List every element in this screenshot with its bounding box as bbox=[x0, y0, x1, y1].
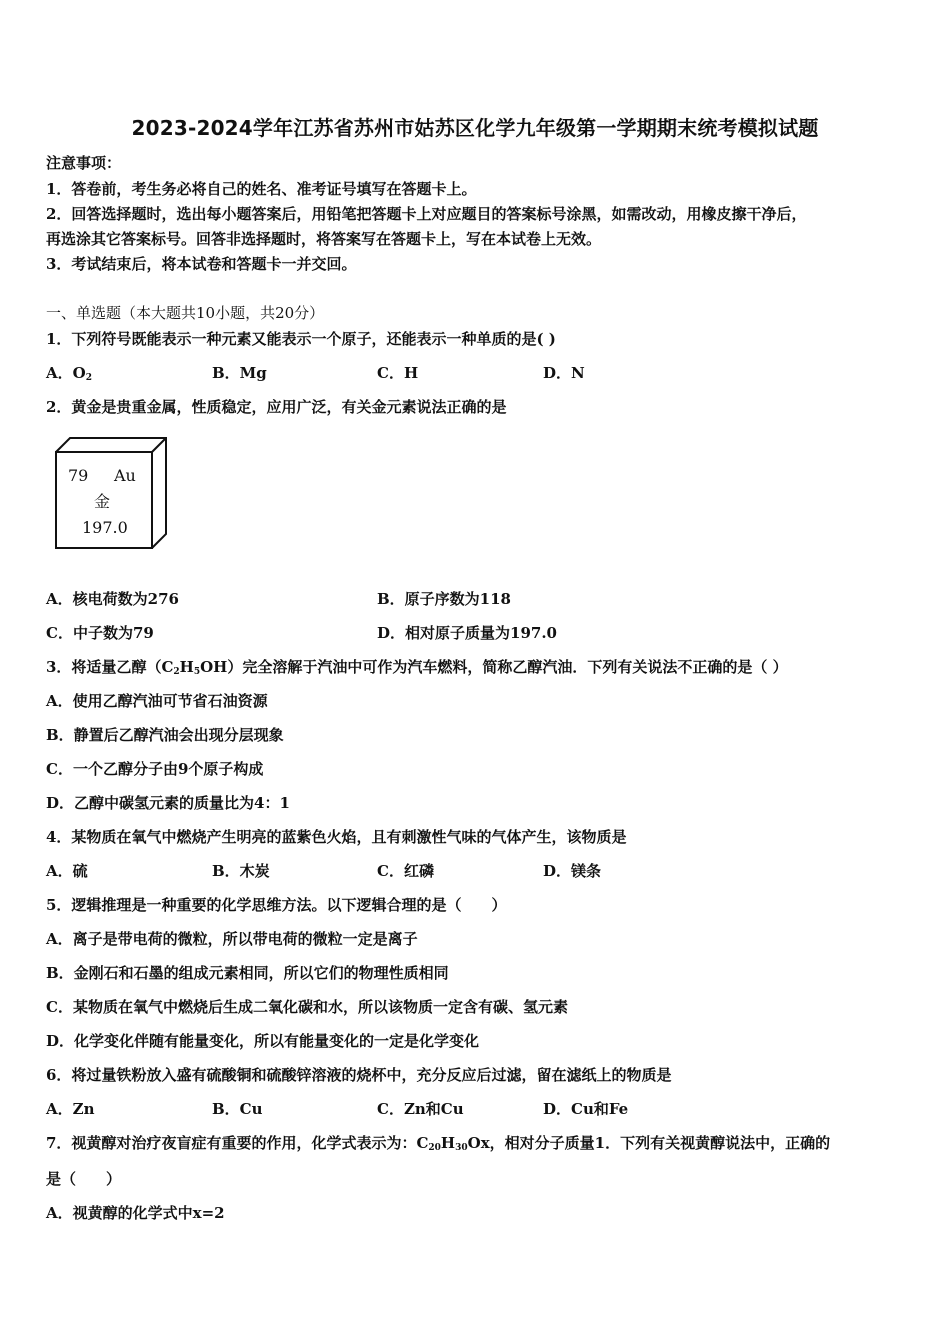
q7-option-a[interactable]: A．视黄醇的化学式中x=2 bbox=[46, 1204, 225, 1222]
q3-option-a[interactable]: A．使用乙醇汽油可节省石油资源 bbox=[46, 692, 268, 710]
q3-option-d[interactable]: D．乙醇中碳氢元素的质量比为4：1 bbox=[46, 794, 290, 812]
q3-option-b[interactable]: B．静置后乙醇汽油会出现分层现象 bbox=[46, 726, 284, 744]
q4-option-c[interactable]: C．红磷 bbox=[377, 862, 434, 880]
q6-option-a[interactable]: A．Zn bbox=[46, 1100, 95, 1118]
q6-stem: 6．将过量铁粉放入盛有硫酸铜和硫酸锌溶液的烧杯中，充分反应后过滤，留在滤纸上的物质是 bbox=[46, 1066, 672, 1084]
q5-option-c[interactable]: C．某物质在氧气中燃烧后生成二氧化碳和水，所以该物质一定含有碳、氢元素 bbox=[46, 998, 568, 1016]
q1-option-a[interactable]: A．$O_2$ bbox=[46, 364, 92, 383]
q2-option-a[interactable]: A．核电荷数为276 bbox=[46, 590, 179, 608]
q1-option-b[interactable]: B．Mg bbox=[212, 364, 267, 382]
q4-option-d[interactable]: D．镁条 bbox=[543, 862, 602, 880]
q5-option-d[interactable]: D．化学变化伴随有能量变化，所以有能量变化的一定是化学变化 bbox=[46, 1032, 480, 1050]
q3-option-c[interactable]: C．一个乙醇分子由9个原子构成 bbox=[46, 760, 264, 778]
q5-option-a[interactable]: A．离子是带电荷的微粒，所以带电荷的微粒一定是离子 bbox=[46, 930, 418, 948]
notice-heading: 注意事项： bbox=[46, 154, 122, 172]
q6-option-b[interactable]: B．Cu bbox=[212, 1100, 263, 1118]
element-atomic-number: 79 bbox=[68, 466, 89, 485]
q2-option-b[interactable]: B．原子序数为118 bbox=[377, 590, 511, 608]
q5-option-b[interactable]: B．金刚石和石墨的组成元素相同，所以它们的物理性质相同 bbox=[46, 964, 449, 982]
q2-option-d[interactable]: D．相对原子质量为197.0 bbox=[377, 624, 557, 642]
notice-item: 2．回答选择题时，选出每小题答案后，用铅笔把答题卡上对应题目的答案标号涂黑，如需改动，用橡皮擦干净后， bbox=[46, 205, 807, 223]
q5-stem: 5．逻辑推理是一种重要的化学思维方法。以下逻辑合理的是（ ） bbox=[46, 896, 507, 914]
element-symbol: Au bbox=[114, 466, 136, 485]
q4-option-a[interactable]: A．硫 bbox=[46, 862, 88, 880]
q7-stem-continued: 是（ ） bbox=[46, 1170, 122, 1188]
element-atomic-mass: 197.0 bbox=[82, 518, 128, 537]
element-name: 金 bbox=[94, 492, 111, 511]
q2-stem: 2．黄金是贵重金属，性质稳定，应用广泛，有关金元素说法正确的是 bbox=[46, 398, 507, 416]
section-heading: 一、单选题（本大题共10小题，共20分） bbox=[46, 304, 325, 322]
q4-stem: 4．某物质在氧气中燃烧产生明亮的蓝紫色火焰，且有刺激性气味的气体产生，该物质是 bbox=[46, 828, 627, 846]
notice-item: 1．答卷前，考生务必将自己的姓名、准考证号填写在答题卡上。 bbox=[46, 180, 477, 198]
q1-stem: 1．下列符号既能表示一种元素又能表示一个原子，还能表示一种单质的是( ) bbox=[46, 330, 556, 348]
q2-option-c[interactable]: C．中子数为79 bbox=[46, 624, 154, 642]
notice-item: 3．考试结束后，将本试卷和答题卡一并交回。 bbox=[46, 255, 357, 273]
q4-option-b[interactable]: B．木炭 bbox=[212, 862, 270, 880]
q1-option-d[interactable]: D．N bbox=[543, 364, 585, 382]
q3-stem: 3．将适量乙醇$(C_2H_5OH)$完全溶解于汽油中可作为汽车燃料，简称乙醇汽油．下列有关说法不正确的是（ ） bbox=[46, 658, 788, 677]
q1-option-c[interactable]: C．H bbox=[377, 364, 419, 382]
q6-option-c[interactable]: C．Zn和Cu bbox=[377, 1100, 464, 1118]
page-title: 2023-2024学年江苏省苏州市姑苏区化学九年级第一学期期末统考模拟试题 bbox=[131, 116, 819, 140]
element-card-gold bbox=[52, 434, 170, 550]
q7-stem: 7．视黄醇对治疗夜盲症有重要的作用，化学式表示为：$C_{20}H_{30}Ox$，相对分子质量1．下列有关视黄醇说法中，正确的 bbox=[46, 1134, 831, 1153]
q6-option-d[interactable]: D．Cu和Fe bbox=[543, 1100, 629, 1118]
notice-item: 再选涂其它答案标号。回答非选择题时，将答案写在答题卡上，写在本试卷上无效。 bbox=[46, 230, 602, 248]
